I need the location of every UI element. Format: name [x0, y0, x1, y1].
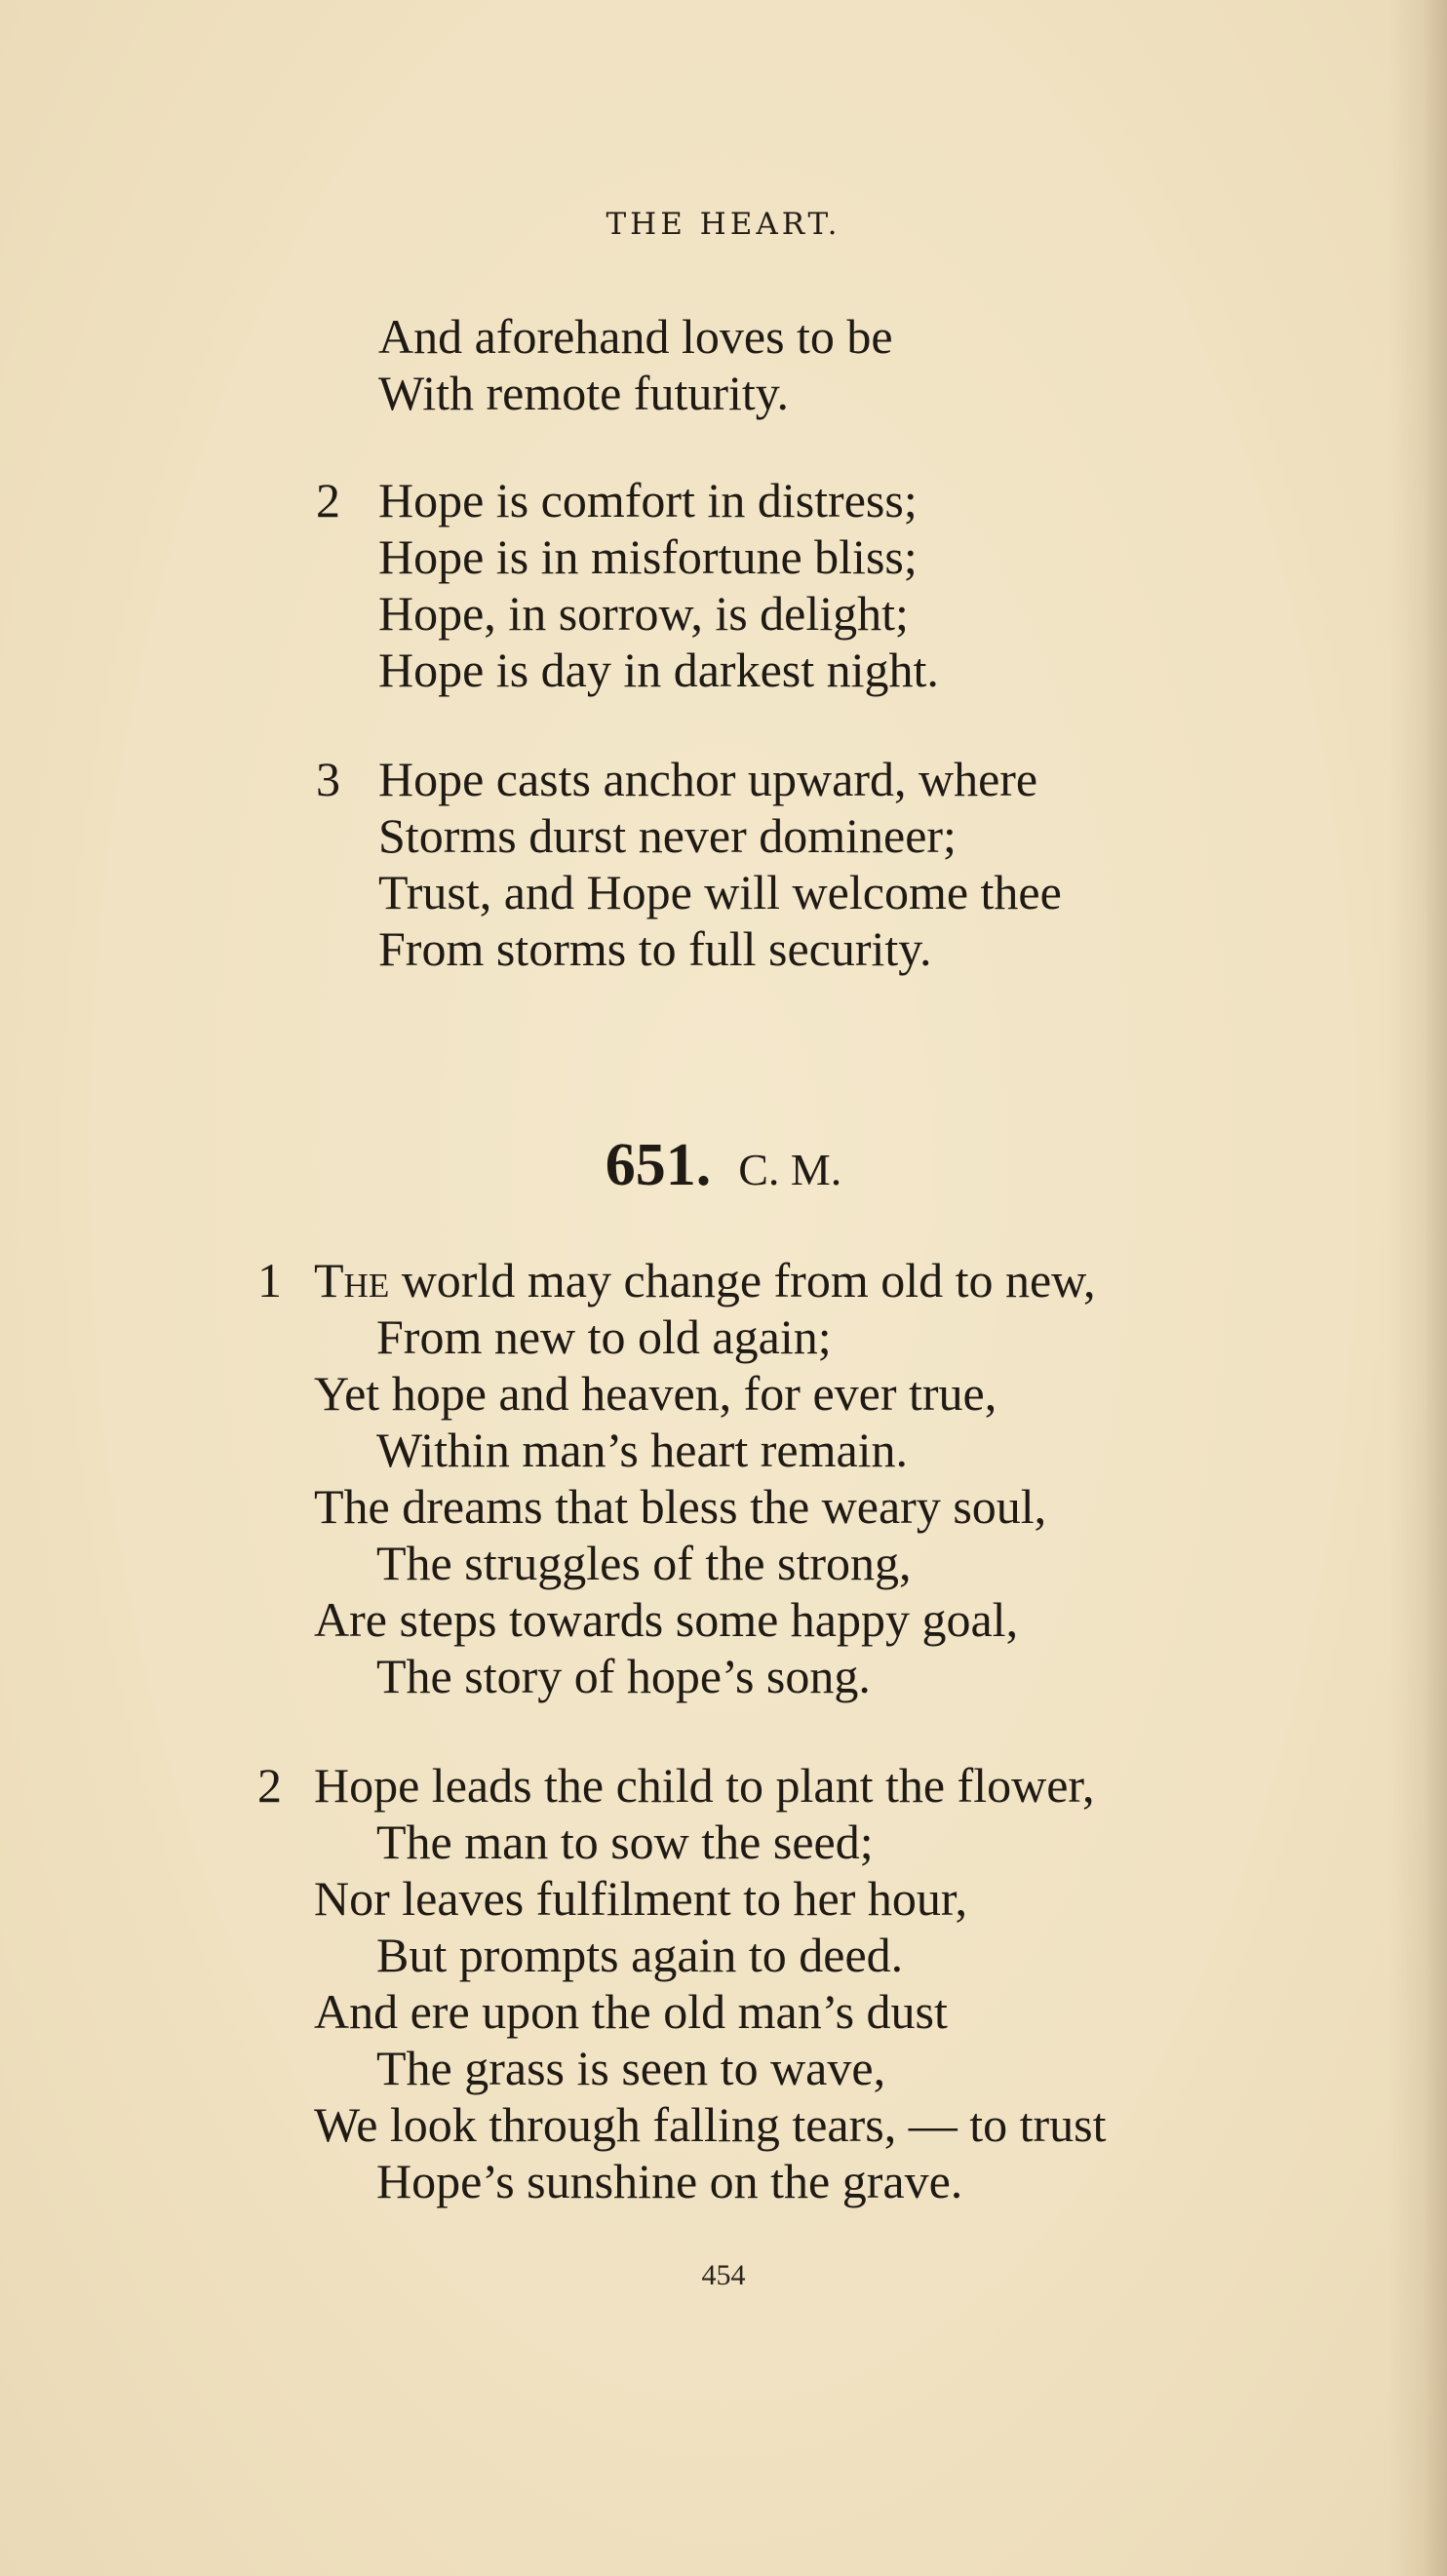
- first-line-rest: world may change from old to new,: [389, 1253, 1096, 1308]
- verse-line: Nor leaves fulfilment to her hour,: [314, 1871, 968, 1926]
- hymn-heading: [0, 1131, 1447, 1200]
- hymn-number: 651.: [605, 1132, 712, 1198]
- verse-line: Trust, and Hope will welcome thee: [378, 865, 1062, 919]
- verse-line: Hope’s sunshine on the grave.: [376, 2154, 963, 2208]
- verse-line: We look through falling tears, — to trust: [314, 2097, 1107, 2152]
- verse-line: Hope is comfort in distress;: [378, 473, 918, 527]
- first-word: The: [314, 1253, 390, 1308]
- verse-line: [314, 1252, 1096, 1308]
- stanza-number: 1: [257, 1253, 282, 1308]
- page-edge-shadow: [1388, 0, 1447, 2576]
- stanza-number: 2: [316, 473, 340, 527]
- verse-line: Storms durst never domineer;: [378, 808, 957, 863]
- verse-line: From storms to full security.: [378, 921, 932, 976]
- verse-line: The man to sow the seed;: [376, 1815, 874, 1869]
- verse-line: Hope is day in darkest night.: [378, 643, 939, 697]
- page-number: 454: [701, 2259, 746, 2291]
- verse-line: From new to old again;: [376, 1309, 832, 1364]
- running-head: THE HEART.: [606, 207, 841, 242]
- verse-line: Yet hope and heaven, for ever true,: [314, 1366, 997, 1421]
- stanza-number: 3: [316, 752, 340, 806]
- verse-line: Hope leads the child to plant the flower,: [314, 1758, 1095, 1813]
- verse-line: And ere upon the old man’s dust: [314, 1984, 948, 2039]
- verse-line: But prompts again to deed.: [376, 1928, 904, 1982]
- verse-line: Within man’s heart remain.: [376, 1423, 909, 1477]
- verse-line: The struggles of the strong,: [376, 1536, 912, 1590]
- verse-line: The grass is seen to wave,: [376, 2041, 886, 2095]
- verse-line: And aforehand loves to be: [378, 309, 893, 364]
- verse-line: Hope is in misfortune bliss;: [378, 529, 918, 584]
- hymn-meter: C. M.: [738, 1145, 842, 1194]
- verse-line: Are steps towards some happy goal,: [314, 1592, 1019, 1647]
- verse-line: Hope, in sorrow, is delight;: [378, 586, 909, 641]
- verse-line: The story of hope’s song.: [376, 1649, 871, 1703]
- verse-line: Hope casts anchor upward, where: [378, 752, 1038, 806]
- stanza-number: 2: [257, 1758, 282, 1813]
- verse-line: The dreams that bless the weary soul,: [314, 1479, 1047, 1534]
- verse-line: With remote futurity.: [378, 366, 790, 420]
